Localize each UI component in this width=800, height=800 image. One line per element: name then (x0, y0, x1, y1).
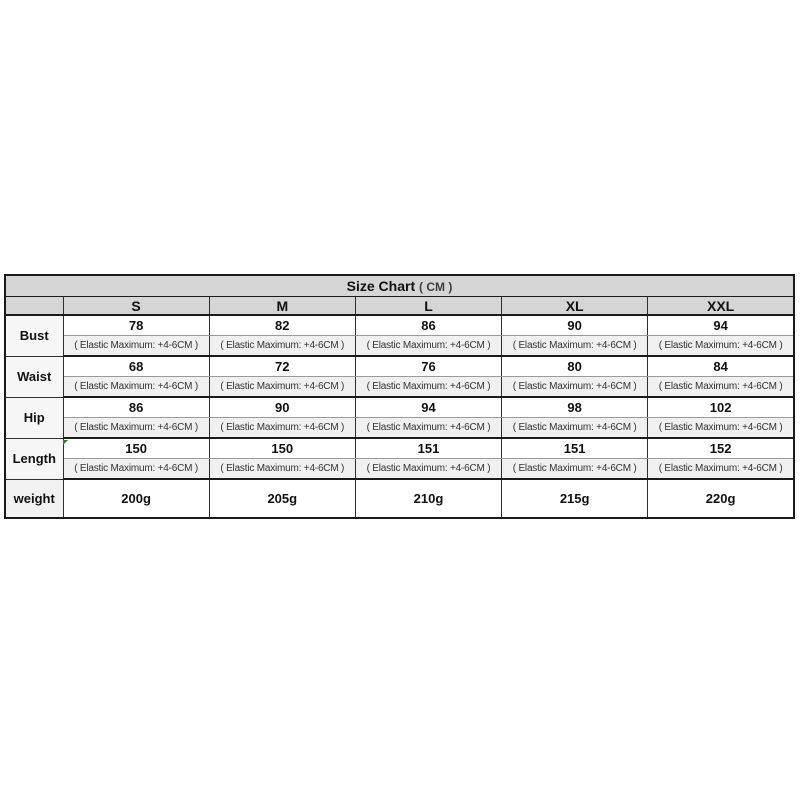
value-cell: 84 (648, 356, 794, 377)
size-col-header-xl: XL (502, 297, 648, 316)
value-cell: 150 (209, 438, 355, 459)
value-cell: 72 (209, 356, 355, 377)
value-cell: 78 (63, 315, 209, 336)
value-cell: 220g (648, 479, 794, 518)
value-cell: 86 (355, 315, 501, 336)
row-label-weight: weight (5, 479, 63, 518)
elastic-note-cell: ( Elastic Maximum: +4-6CM ) (63, 336, 209, 357)
hip-elastic-row (5, 418, 794, 439)
value-cell: 151 (355, 438, 501, 459)
elastic-note-cell: ( Elastic Maximum: +4-6CM ) (209, 459, 355, 480)
value-cell: 94 (648, 315, 794, 336)
value-cell: 200g (63, 479, 209, 518)
header-corner-cell (5, 297, 63, 316)
elastic-note-cell: ( Elastic Maximum: +4-6CM ) (355, 377, 501, 398)
size-col-header-l: L (355, 297, 501, 316)
value-cell: 151 (502, 438, 648, 459)
elastic-note-cell: ( Elastic Maximum: +4-6CM ) (502, 377, 648, 398)
elastic-note-cell: ( Elastic Maximum: +4-6CM ) (63, 418, 209, 439)
elastic-note-cell: ( Elastic Maximum: +4-6CM ) (648, 377, 794, 398)
size-chart-table (4, 274, 795, 519)
elastic-note-cell: ( Elastic Maximum: +4-6CM ) (355, 336, 501, 357)
value-cell: 86 (63, 397, 209, 418)
value-cell: 82 (209, 315, 355, 336)
value-cell: 76 (355, 356, 501, 377)
row-label-length: Length (5, 438, 63, 479)
value-cell: 94 (355, 397, 501, 418)
elastic-note-cell: ( Elastic Maximum: +4-6CM ) (63, 377, 209, 398)
size-col-header-s: S (63, 297, 209, 316)
value-cell: 205g (209, 479, 355, 518)
elastic-note-cell: ( Elastic Maximum: +4-6CM ) (648, 418, 794, 439)
elastic-note-cell: ( Elastic Maximum: +4-6CM ) (209, 336, 355, 357)
elastic-note-cell: ( Elastic Maximum: +4-6CM ) (63, 459, 209, 480)
elastic-note-cell: ( Elastic Maximum: +4-6CM ) (648, 459, 794, 480)
title-row (5, 275, 794, 297)
hip-value-row (5, 397, 794, 418)
value-cell: 102 (648, 397, 794, 418)
value-cell: 90 (209, 397, 355, 418)
value-cell: 90 (502, 315, 648, 336)
value-cell: 152 (648, 438, 794, 459)
size-col-header-m: M (209, 297, 355, 316)
size-col-header-xxl: XXL (648, 297, 794, 316)
table-title-unit: ( CM ) (419, 280, 453, 294)
table-title-text: Size Chart (346, 278, 416, 294)
value-cell: 215g (502, 479, 648, 518)
elastic-note-cell: ( Elastic Maximum: +4-6CM ) (502, 459, 648, 480)
length-value-row (5, 438, 794, 459)
table-title (5, 275, 794, 297)
size-chart (4, 274, 795, 519)
elastic-note-cell: ( Elastic Maximum: +4-6CM ) (355, 459, 501, 480)
cell-comment-marker-icon (63, 440, 68, 445)
bust-elastic-row (5, 336, 794, 357)
elastic-note-cell: ( Elastic Maximum: +4-6CM ) (355, 418, 501, 439)
waist-elastic-row (5, 377, 794, 398)
row-label-bust: Bust (5, 315, 63, 356)
row-label-hip: Hip (5, 397, 63, 438)
value-cell: 210g (355, 479, 501, 518)
value-cell: 80 (502, 356, 648, 377)
bust-value-row (5, 315, 794, 336)
waist-value-row (5, 356, 794, 377)
row-label-waist: Waist (5, 356, 63, 397)
size-header-row (5, 297, 794, 316)
value-cell: 150 (63, 438, 209, 459)
value-cell: 68 (63, 356, 209, 377)
length-elastic-row (5, 459, 794, 480)
elastic-note-cell: ( Elastic Maximum: +4-6CM ) (209, 418, 355, 439)
elastic-note-cell: ( Elastic Maximum: +4-6CM ) (648, 336, 794, 357)
elastic-note-cell: ( Elastic Maximum: +4-6CM ) (502, 418, 648, 439)
elastic-note-cell: ( Elastic Maximum: +4-6CM ) (209, 377, 355, 398)
value-cell: 98 (502, 397, 648, 418)
weight-row (5, 479, 794, 518)
elastic-note-cell: ( Elastic Maximum: +4-6CM ) (502, 336, 648, 357)
